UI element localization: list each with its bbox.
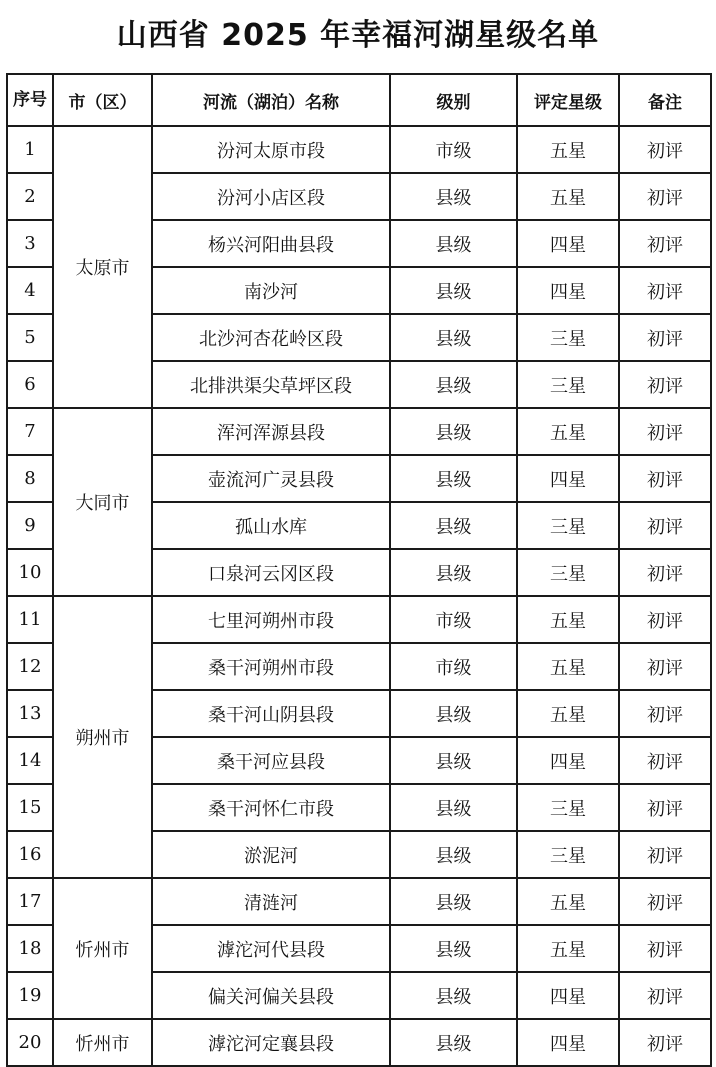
row-index: 5 [7,314,53,361]
note-cell: 初评 [619,408,711,455]
row-index: 11 [7,596,53,643]
city-cell: 忻州市 [53,878,152,1019]
river-name: 孤山水库 [152,502,390,549]
star-cell: 五星 [517,878,619,925]
level-cell: 市级 [390,596,517,643]
row-index: 7 [7,408,53,455]
document-title: 山西省 2025 年幸福河湖星级名单 [116,18,600,53]
level-cell: 县级 [390,408,517,455]
city-cell: 忻州市 [53,1019,152,1066]
river-name: 滹沱河代县段 [152,925,390,972]
level-cell: 县级 [390,784,517,831]
river-name: 淤泥河 [152,831,390,878]
row-index: 9 [7,502,53,549]
note-cell: 初评 [619,314,711,361]
header-level: 级别 [390,74,517,126]
note-cell: 初评 [619,831,711,878]
star-cell: 五星 [517,408,619,455]
river-name: 北沙河杏花岭区段 [152,314,390,361]
row-index: 10 [7,549,53,596]
river-name: 汾河小店区段 [152,173,390,220]
level-cell: 县级 [390,314,517,361]
level-cell: 县级 [390,831,517,878]
star-cell: 四星 [517,455,619,502]
row-index: 3 [7,220,53,267]
river-name: 汾河太原市段 [152,126,390,173]
row-index: 1 [7,126,53,173]
table-row [7,408,711,455]
star-cell: 五星 [517,925,619,972]
note-cell: 初评 [619,361,711,408]
level-cell: 县级 [390,173,517,220]
table-row [7,126,711,173]
level-cell: 县级 [390,878,517,925]
star-cell: 四星 [517,737,619,784]
river-name: 滹沱河定襄县段 [152,1019,390,1066]
row-index: 19 [7,972,53,1019]
level-cell: 县级 [390,455,517,502]
note-cell: 初评 [619,267,711,314]
row-index: 4 [7,267,53,314]
note-cell: 初评 [619,220,711,267]
note-cell: 初评 [619,1019,711,1066]
table-row [7,1019,711,1066]
level-cell: 县级 [390,502,517,549]
star-cell: 五星 [517,690,619,737]
river-name: 壶流河广灵县段 [152,455,390,502]
city-cell: 太原市 [53,126,152,408]
star-cell: 五星 [517,596,619,643]
river-name: 桑干河朔州市段 [152,643,390,690]
level-cell: 县级 [390,267,517,314]
star-cell: 五星 [517,126,619,173]
city-cell: 朔州市 [53,596,152,878]
note-cell: 初评 [619,596,711,643]
level-cell: 县级 [390,972,517,1019]
level-cell: 县级 [390,549,517,596]
level-cell: 县级 [390,1019,517,1066]
row-index: 17 [7,878,53,925]
river-lake-star-table [6,73,712,1067]
row-index: 8 [7,455,53,502]
star-cell: 五星 [517,173,619,220]
note-cell: 初评 [619,972,711,1019]
row-index: 13 [7,690,53,737]
level-cell: 县级 [390,737,517,784]
level-cell: 县级 [390,361,517,408]
river-name: 桑干河应县段 [152,737,390,784]
level-cell: 县级 [390,220,517,267]
row-index: 18 [7,925,53,972]
note-cell: 初评 [619,925,711,972]
star-cell: 三星 [517,784,619,831]
note-cell: 初评 [619,690,711,737]
note-cell: 初评 [619,455,711,502]
note-cell: 初评 [619,173,711,220]
row-index: 2 [7,173,53,220]
star-cell: 三星 [517,502,619,549]
row-index: 20 [7,1019,53,1066]
note-cell: 初评 [619,784,711,831]
row-index: 16 [7,831,53,878]
note-cell: 初评 [619,502,711,549]
river-name: 杨兴河阳曲县段 [152,220,390,267]
star-cell: 三星 [517,549,619,596]
header-name: 河流（湖泊）名称 [152,74,390,126]
river-name: 七里河朔州市段 [152,596,390,643]
star-cell: 三星 [517,831,619,878]
note-cell: 初评 [619,126,711,173]
city-cell: 大同市 [53,408,152,596]
river-name: 北排洪渠尖草坪区段 [152,361,390,408]
note-cell: 初评 [619,549,711,596]
table-row [7,596,711,643]
note-cell: 初评 [619,643,711,690]
river-name: 口泉河云冈区段 [152,549,390,596]
header-note: 备注 [619,74,711,126]
star-cell: 三星 [517,361,619,408]
row-index: 12 [7,643,53,690]
river-name: 南沙河 [152,267,390,314]
level-cell: 县级 [390,690,517,737]
star-cell: 五星 [517,643,619,690]
header-index: 序号 [7,74,53,126]
star-cell: 四星 [517,220,619,267]
star-cell: 四星 [517,1019,619,1066]
star-cell: 四星 [517,267,619,314]
header-row [7,74,711,126]
star-cell: 三星 [517,314,619,361]
river-name: 浑河浑源县段 [152,408,390,455]
level-cell: 市级 [390,126,517,173]
note-cell: 初评 [619,737,711,784]
table-row [7,878,711,925]
level-cell: 市级 [390,643,517,690]
note-cell: 初评 [619,878,711,925]
star-cell: 四星 [517,972,619,1019]
row-index: 14 [7,737,53,784]
river-name: 清涟河 [152,878,390,925]
row-index: 6 [7,361,53,408]
row-index: 15 [7,784,53,831]
river-name: 桑干河怀仁市段 [152,784,390,831]
river-name: 桑干河山阴县段 [152,690,390,737]
header-city: 市（区） [53,74,152,126]
level-cell: 县级 [390,925,517,972]
header-star: 评定星级 [517,74,619,126]
river-name: 偏关河偏关县段 [152,972,390,1019]
